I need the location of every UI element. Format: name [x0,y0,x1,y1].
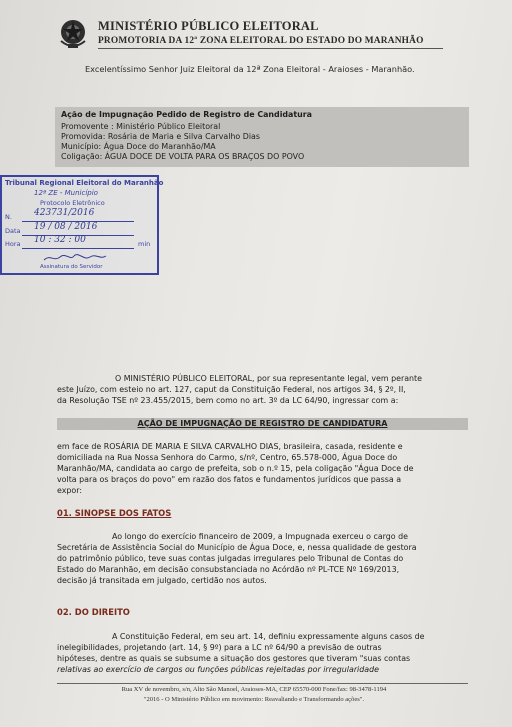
face-line-1: em face de ROSÁRIA DE MARIA E SILVA CARVALHO DIAS, brasileira, casada, residente e [57,442,403,451]
stamp-time-line [22,248,134,249]
coat-of-arms-emblem [57,17,89,51]
face-line-5: expor: [57,486,82,495]
case-title: Ação de Impugnação Pedido de Registro de Candidatura [61,110,312,119]
promovida-line: Promovida: Rosária de Maria e Silva Carvalho Dias [61,132,260,141]
municipio-line: Município: Água Doce do Maranhão/MA [61,142,216,151]
intro-line-2: este Juízo, com esteio no art. 127, caput da Constituição Federal, nos artigos 34, § 2º, II, [57,385,406,394]
stamp-number-value: 423731/2016 [34,208,95,218]
action-title: AÇÃO DE IMPUGNAÇÃO DE REGISTRO DE CANDIDATURA [137,419,388,428]
stamp-time-unit: min [138,240,151,248]
face-line-2: domiciliada na Rua Nossa Senhora do Carmo, s/nº, Centro, 65.578-000, Água Doce do [57,453,398,462]
stamp-zone: 12ª ZE - Município [34,189,98,197]
footer-motto: "2016 - O Ministério Público em movimento: Reavaliando e Transformando ações". [143,696,365,703]
intro-line-3: da Resolução TSE nº 23.455/2015, bem como no art. 3º da LC 64/90, ingressar com a: [57,396,399,405]
section2-heading: 02. DO DIREITO [57,607,130,617]
section2-line-1: A Constituição Federal, em seu art. 14, definiu expressamente alguns casos de [112,632,425,641]
footer-divider [57,683,468,684]
stamp-time-label: Hora [5,240,21,248]
section2-line-4: relativas ao exercício de cargos ou funções públicas rejeitadas por irregularidade [57,665,379,674]
intro-line-1: O MINISTÉRIO PÚBLICO ELEITORAL, por sua representante legal, vem perante [115,374,422,383]
section2-line-2: inelegibilidades, projetando (art. 14, § 9º) para a LC nº 64/90 a previsão de outras [57,643,382,652]
section1-line-3: do patrimônio público, teve suas contas julgadas irregulares pelo Tribunal de Contas do [57,554,404,563]
stamp-title: Tribunal Regional Eleitoral do Maranhão [5,179,164,187]
footer-address: Rua XV de novembro, s/n, Alto São Manoel, Araioses-MA, CEP 65570-000 Fone/fax: 98-3478-1194 [121,686,387,693]
stamp-protocol-label: Protocolo Eletrônico [40,199,105,207]
promotoria-subtitle: PROMOTORIA DA 12ª ZONA ELEITORAL DO ESTADO DO MARANHÃO [98,36,424,46]
case-summary-box [55,107,469,167]
coligacao-line: Coligação: ÁGUA DOCE DE VOLTA PARA OS BRAÇOS DO POVO [61,152,305,161]
stamp-number-label: N. [5,213,12,221]
protocol-stamp [0,175,164,275]
stamp-signature-caption: Assinatura do Servidor [40,264,103,270]
section1-heading: 01. SINOPSE DOS FATOS [57,508,172,518]
stamp-date-value: 19 / 08 / 2016 [34,222,98,232]
face-line-4: volta para os braços do povo" em razão dos fatos e fundamentos jurídicos que passa a [57,475,402,484]
section1-line-4: Estado do Maranhão, em decisão consubstanciada no Acórdão nº PL-TCE Nº 169/2013, [57,565,400,574]
stamp-date-label: Data [5,227,21,235]
addressee-line: Excelentíssimo Senhor Juiz Eleitoral da 12ª Zona Eleitoral - Araioses - Maranhão. [85,64,415,74]
header-divider [98,48,443,49]
institution-title: MINISTÉRIO PÚBLICO ELEITORAL [98,19,319,33]
promovente-line: Promovente : Ministério Público Eleitoral [61,122,221,131]
section1-line-2: Secretária de Assistência Social do Município de Água Doce, e, nessa qualidade de gestora [57,543,417,552]
section1-line-1: Ao longo do exercício financeiro de 2009, a Impugnada exerceu o cargo de [112,532,408,541]
section2-line-3: hipóteses, dentre as quais se subsume a situação dos gestores que tiveram "suas contas [57,654,411,663]
handwritten-signature [40,253,120,263]
face-line-3: Maranhão/MA, candidata ao cargo de prefeita, sob o n.º 15, pela coligação "Água Doce de [57,464,414,473]
section1-line-5: decisão já transitada em julgado, certidão nos autos. [57,576,267,585]
stamp-time-value: 10 : 32 : 00 [34,235,86,245]
